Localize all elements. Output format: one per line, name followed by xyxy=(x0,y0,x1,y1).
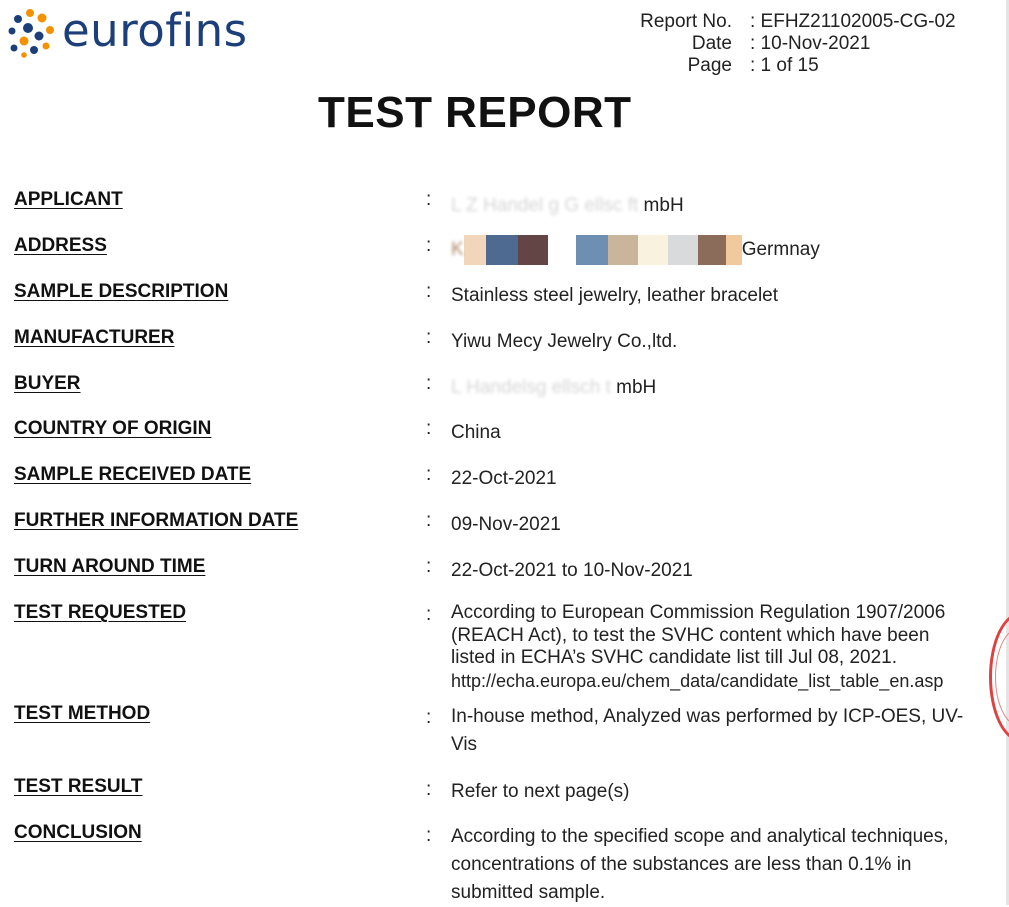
test-requested-url: http://echa.europa.eu/chem_data/candidate_list_table_en.asp xyxy=(451,670,944,691)
report-no-row xyxy=(600,11,956,33)
applicant-value xyxy=(451,195,983,218)
applicant-visible: mbH xyxy=(643,195,684,216)
date-value: : 10-Nov-2021 xyxy=(750,33,871,54)
report-no-label: Report No. xyxy=(640,11,732,32)
colon: : xyxy=(426,418,432,439)
redaction-block xyxy=(576,235,608,265)
colon: : xyxy=(426,707,432,728)
conclusion-label: CONCLUSION xyxy=(14,822,142,843)
logo-text: eurofins xyxy=(62,3,248,57)
applicant-label: APPLICANT xyxy=(14,189,123,210)
test-requested-line: According to European Commission Regulation 1907/2006 xyxy=(451,602,946,623)
sample-description-label: SAMPLE DESCRIPTION xyxy=(14,281,229,302)
manufacturer-value: Yiwu Mecy Jewelry Co.,ltd. xyxy=(451,331,678,352)
eurofins-logo xyxy=(6,3,248,58)
page-title: TEST REPORT xyxy=(318,88,632,137)
buyer-visible: mbH xyxy=(616,377,657,398)
redaction-block xyxy=(726,235,742,265)
test-requested-line: (REACH Act), to test the SVHC content which have been xyxy=(451,624,930,646)
sample-received-date-label: SAMPLE RECEIVED DATE xyxy=(14,464,252,485)
buyer-value xyxy=(451,377,983,400)
page-value: : 1 of 15 xyxy=(750,55,819,76)
colon: : xyxy=(426,281,432,302)
country-of-origin-value: China xyxy=(451,422,501,443)
redaction-block xyxy=(486,235,518,265)
redaction-block xyxy=(668,235,698,265)
manufacturer-label: MANUFACTURER xyxy=(14,327,175,348)
colon: : xyxy=(426,235,432,256)
redaction-block xyxy=(638,235,668,265)
colon: : xyxy=(426,510,432,531)
redaction-block xyxy=(608,235,638,265)
address-label: ADDRESS xyxy=(14,235,107,256)
test-requested-value xyxy=(451,602,983,692)
colon: : xyxy=(426,779,432,800)
conclusion-value: According to the specified scope and analytical techniques, concentrations of the substances are less than 0.1% in submitted sample. xyxy=(451,826,949,903)
colon: : xyxy=(426,556,432,577)
address-prefix: K xyxy=(451,239,464,261)
colon: : xyxy=(426,373,432,394)
page-row xyxy=(600,55,956,77)
colon: : xyxy=(426,825,432,846)
date-row xyxy=(600,33,956,55)
sample-received-date-value: 22-Oct-2021 xyxy=(451,468,557,489)
date-label: Date xyxy=(691,33,732,54)
redaction-block xyxy=(464,235,486,265)
eurofins-dots-icon xyxy=(6,8,56,58)
test-method-label: TEST METHOD xyxy=(14,703,151,724)
address-visible: Germnay xyxy=(741,239,820,261)
colon: : xyxy=(426,604,432,625)
page-label: Page xyxy=(687,55,732,76)
redaction-block xyxy=(698,235,726,265)
turn-around-time-label: TURN AROUND TIME xyxy=(14,556,206,577)
country-of-origin-label: COUNTRY OF ORIGIN xyxy=(14,418,212,439)
colon: : xyxy=(426,189,432,210)
test-requested-line: listed in ECHA’s SVHC candidate list till Jul 08, 2021. xyxy=(451,647,898,668)
test-requested-label: TEST REQUESTED xyxy=(14,602,187,623)
colon: : xyxy=(426,464,432,485)
sample-description-value: Stainless steel jewelry, leather bracelet xyxy=(451,285,779,306)
redaction-block xyxy=(548,235,576,265)
applicant-obscured: L Z Handel g G ellsc ft xyxy=(451,195,639,216)
buyer-obscured: L Handelsg ellsch t xyxy=(451,377,611,398)
buyer-label: BUYER xyxy=(14,373,81,394)
report-no-value: : EFHZ21102005-CG-02 xyxy=(750,11,956,32)
report-meta xyxy=(600,11,956,77)
test-result-label: TEST RESULT xyxy=(14,776,143,797)
colon: : xyxy=(426,327,432,348)
address-value xyxy=(451,235,983,265)
redaction-block xyxy=(518,235,548,265)
further-information-date-value: 09-Nov-2021 xyxy=(451,514,561,535)
turn-around-time-value: 22-Oct-2021 to 10-Nov-2021 xyxy=(451,560,693,581)
further-information-date-label: FURTHER INFORMATION DATE xyxy=(14,510,299,531)
test-method-value: In-house method, Analyzed was performed by ICP-OES, UV-Vis xyxy=(451,706,964,755)
test-result-value: Refer to next page(s) xyxy=(451,781,630,802)
address-redaction xyxy=(464,239,742,260)
